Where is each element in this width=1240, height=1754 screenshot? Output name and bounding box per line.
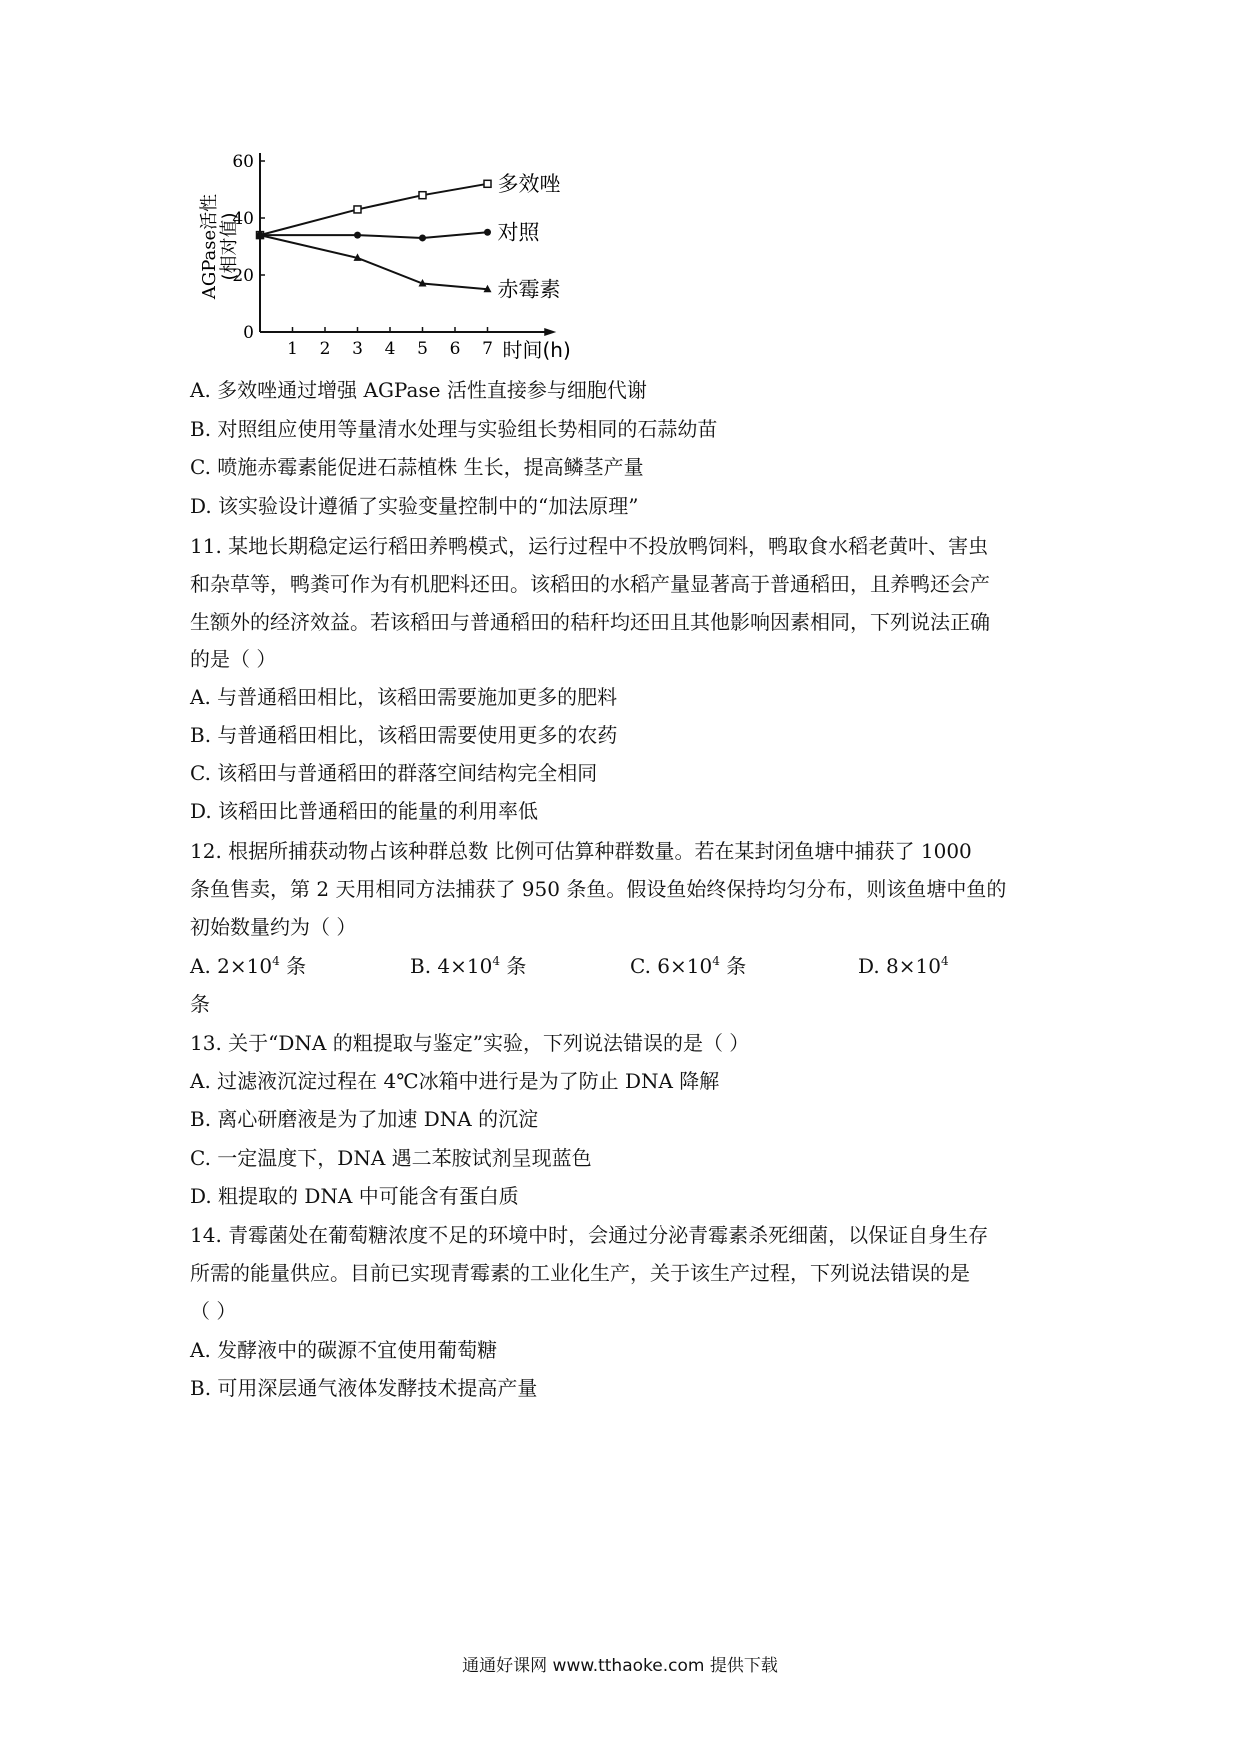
q11-stem-line-2: 和杂草等，鸭粪可作为有机肥料还田。该稻田的水稻产量显著高于普通稻田，且养鸭还会产 [190,572,990,596]
series-line [260,184,488,235]
q11-stem-line-4: 的是（ ） [190,647,277,671]
x-tick-label: 3 [352,339,363,359]
q12-stem-line-3: 初始数量约为（ ） [190,915,357,939]
x-tick-label: 7 [482,339,493,359]
q14-option-b: B. 可用深层通气液体发酵技术提高产量 [190,1376,538,1400]
q13-option-d: D. 粗提取的 DNA 中可能含有蛋白质 [190,1184,519,1208]
data-point [354,206,361,213]
q12-option-b: B. $4\times 10^4$ 条 [410,954,527,978]
data-point [354,232,361,239]
q13-option-c: C. 一定温度下，DNA 遇二苯胺试剂呈现蓝色 [190,1146,592,1170]
x-axis-label: 时间(h) [502,338,571,362]
q12-stem-line-1: 12. 根据所捕获动物占该种群总数 比例可估算种群数量。若在某封闭鱼塘中捕获了 1000 [190,839,972,863]
q12-option-d: D. $8\times 10^4$ [858,954,949,978]
q12-stem-line-2: 条鱼售卖，第 2 天用相同方法捕获了 950 条鱼。假设鱼始终保持均匀分布，则该鱼塘中鱼的 [190,877,1007,901]
data-point [484,229,491,236]
series-label: 对照 [497,220,540,245]
q10-option-c: C. 喷施赤霉素能促进石蒜植株 生长，提高鳞茎产量 [190,455,644,479]
series-line [260,232,488,238]
x-tick-label: 6 [449,339,461,359]
x-tick-label: 2 [319,339,331,359]
q12-option-c: C. $6\times 10^4$ 条 [630,954,747,978]
series-label: 赤霉素 [497,277,561,302]
q12-option-a: A. $2\times 10^4$ 条 [190,954,307,978]
y-tick-label: 40 [232,209,254,229]
y-tick-label: 60 [232,152,254,172]
q11-stem-line-3: 生额外的经济效益。若该稻田与普通稻田的秸秆均还田且其他影响因素相同，下列说法正确 [190,610,990,634]
q13-stem: 13. 关于“DNA 的粗提取与鉴定”实验，下列说法错误的是（ ） [190,1031,750,1055]
data-point [419,192,426,199]
x-tick-label: 4 [384,339,396,359]
q11-stem-line-1: 11. 某地长期稳定运行稻田养鸭模式，运行过程中不投放鸭饲料，鸭取食水稻老黄叶、害虫 [190,534,989,558]
q10-option-a: A. 多效唑通过增强 AGPase 活性直接参与细胞代谢 [190,378,647,402]
q13-option-b: B. 离心研磨液是为了加速 DNA 的沉淀 [190,1107,539,1131]
q10-option-d: D. 该实验设计遵循了实验变量控制中的“加法原理” [190,494,639,518]
q14-stem-line-2: 所需的能量供应。目前已实现青霉素的工业化生产，关于该生产过程，下列说法错误的是 [190,1261,970,1285]
q14-stem-line-3: （ ） [190,1299,237,1323]
q11-option-d: D. 该稻田比普通稻田的能量的利用率低 [190,799,539,823]
data-point [419,234,426,241]
x-tick-label: 1 [287,339,298,359]
q14-option-a: A. 发酵液中的碳源不宜使用葡萄糖 [190,1338,498,1362]
y-tick-label: 20 [232,266,254,286]
q11-option-a: A. 与普通稻田相比，该稻田需要施加更多的肥料 [190,685,618,709]
x-tick-label: 5 [417,339,428,359]
series-line [260,235,488,289]
q11-option-b: B. 与普通稻田相比，该稻田需要使用更多的农药 [190,723,618,747]
y-axis-sublabel: (相对值) [219,212,240,281]
q12-option-d-unit: 条 [190,992,210,1016]
q14-stem-line-1: 14. 青霉菌处在葡萄糖浓度不足的环境中时，会通过分泌青霉素杀死细菌，以保证自身生存 [190,1223,989,1247]
q10-option-b: B. 对照组应使用等量清水处理与实验组长势相同的石蒜幼苗 [190,417,718,441]
series-label: 多效唑 [497,171,561,196]
y-axis-label: AGPase活性 [199,193,220,300]
q11-option-c: C. 该稻田与普通稻田的群落空间结构完全相同 [190,761,598,785]
data-point [484,180,491,187]
y-tick-label: 0 [243,323,254,343]
x-axis-arrow [544,328,556,336]
page-footer: 通通好课网 www.tthaoke.com 提供下载 [462,1656,778,1676]
q13-option-a: A. 过滤液沉淀过程在 4℃冰箱中进行是为了防止 DNA 降解 [190,1069,720,1093]
